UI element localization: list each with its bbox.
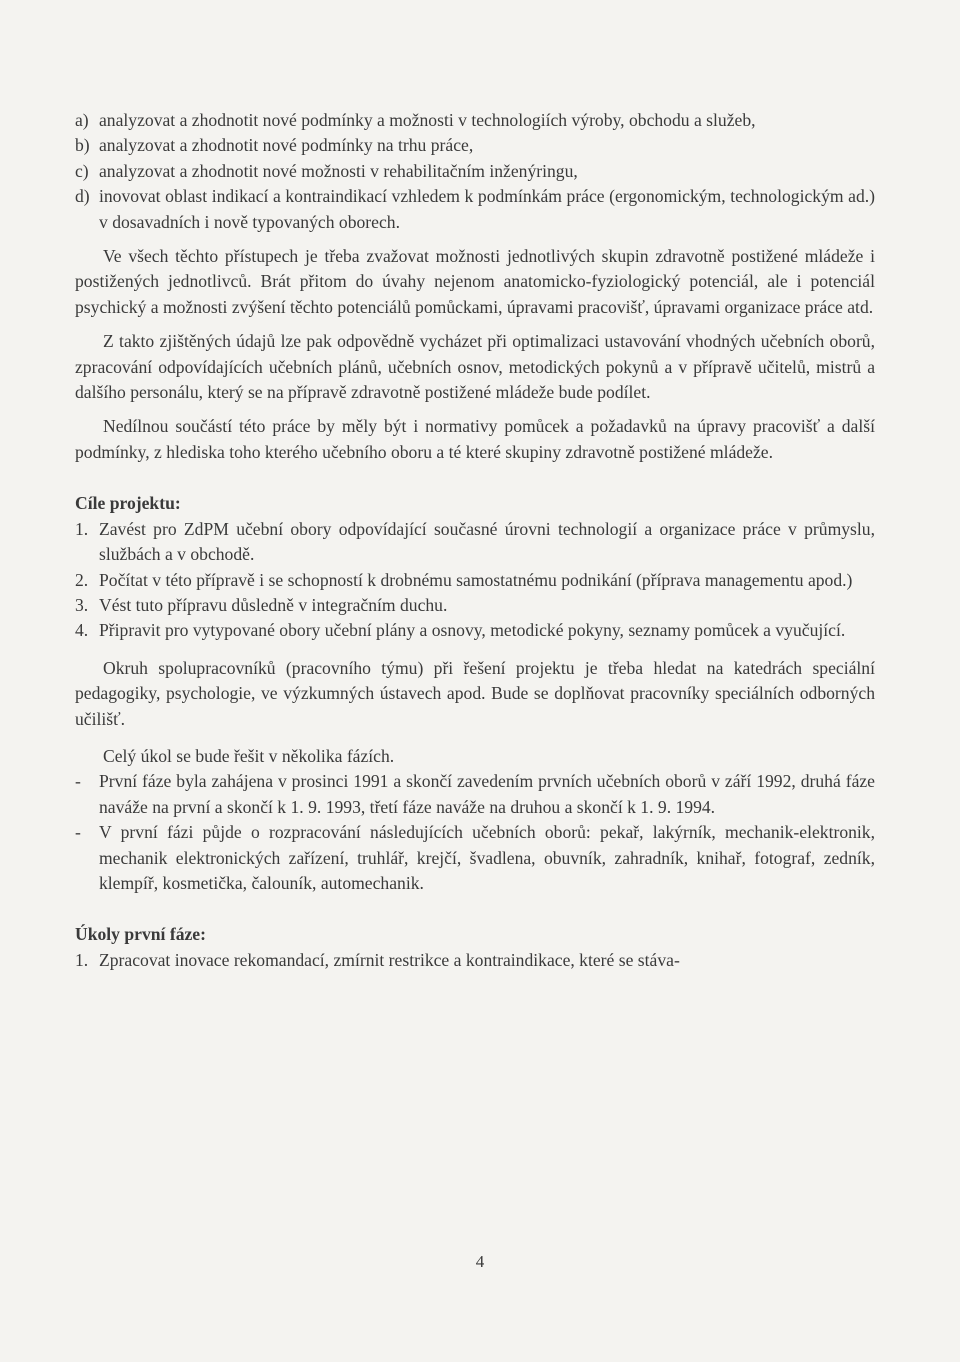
list-label: b) — [75, 135, 90, 156]
goals-list — [75, 517, 875, 644]
goals-heading: Cíle projektu: — [75, 493, 181, 514]
list-text: inovovat oblast indikací a kontraindikací vzhledem k podmínkám práce (ergonomickým, technologickým ad.) v dosavadních i nově typovaných oborech. — [99, 186, 875, 232]
list-text: V první fázi půjde o rozpracování následujících učebních oborů: pekař, lakýrník, mechanik-elektronik, mechanik elektronických zařízení, truhlář, krejčí, švadlena, obuvník, zahradník, knihař, fotograf, zedník, klempíř, kosmetička, čalouník, automechanik. — [99, 822, 875, 893]
list-item — [75, 769, 875, 820]
phases-list — [75, 769, 875, 896]
list-text: Zavést pro ZdPM učební obory odpovídající současné úrovni technologií a organizace práce v průmyslu, službách a v obchodě. — [99, 518, 875, 565]
list-item — [75, 108, 875, 133]
list-item — [75, 517, 875, 568]
list-text: Zpracovat inovace rekomandací, zmírnit restrikce a kontraindikace, které se stáva- — [99, 949, 680, 970]
page-number: 4 — [475, 1252, 485, 1271]
list-text: Vést tuto přípravu důsledně v integračním duchu. — [99, 594, 448, 615]
list-text: analyzovat a zhodnotit nové podmínky a možnosti v technologiích výroby, obchodu a služeb, — [99, 110, 756, 130]
list-item — [75, 159, 875, 184]
list-text: analyzovat a zhodnotit nové možnosti v rehabilitačním inženýringu, — [99, 160, 578, 181]
phases-intro: Celý úkol se bude řešit v několika fázích. — [103, 745, 395, 766]
list-ad — [75, 108, 875, 235]
list-number: 1. — [75, 518, 89, 539]
list-dash: - — [75, 771, 81, 792]
list-text: Počítat v této přípravě i se schopností k drobnému samostatnému podnikání (příprava managementu apod.) — [99, 569, 853, 590]
paragraph-normatives: Nedílnou součástí této práce by měly být i normativy pomůcek a požadavků na úpravy pracovišť a další podmínky, z hlediska toho kterého učebního oboru a té které skupiny zdravotně postižené mládeže. — [75, 416, 875, 462]
list-dash: - — [75, 822, 81, 843]
tasks-heading: Úkoly první fáze: — [75, 924, 206, 945]
list-label: d) — [75, 186, 90, 207]
list-item — [75, 618, 875, 643]
list-number: 1. — [75, 949, 89, 970]
list-item — [75, 820, 875, 896]
list-label: c) — [75, 160, 89, 181]
paragraph-approaches: Ve všech těchto přístupech je třeba zvažovat možnosti jednotlivých skupin zdravotně postižené mládeže i postižených jednotlivců. Brát přitom do úvahy nejenom anatomicko-fyziologický potenciál, ale i potenciál psychický a možnosti zvýšení těchto potenciálů pomůckami, úpravami pracovišť, úpravami organizace práce atd. — [75, 246, 875, 317]
list-number: 3. — [75, 594, 89, 615]
list-item — [75, 568, 875, 593]
list-text: analyzovat a zhodnotit nové podmínky na trhu práce, — [99, 135, 474, 156]
list-number: 4. — [75, 620, 89, 641]
list-text: První fáze byla zahájena v prosinci 1991 a skončí zavedením prvních učebních oborů v září 1992, druhá fáze naváže na první a skončí k 1. 9. 1993, třetí fáze naváže na druhou a skončí k 1. 9. 1994. — [99, 771, 875, 817]
paragraph-collaborators: Okruh spolupracovníků (pracovního týmu) při řešení projektu je třeba hledat na katedrách speciální pedagogiky, psychologie, ve výzkumných ústavech apod. Bude se doplňovat pracovníky speciálních odborných učilišť. — [75, 657, 875, 729]
paragraph-findings: Z takto zjištěných údajů lze pak odpovědně vycházet při optimalizaci ustavování vhodných učebních oborů, zpracování odpovídajících učebních plánů, učebních osnov, metodických pokynů a v přípravě učitelů, mistrů a dalšího personálu, který se na přípravě zdravotně postižené mládeže bude podílet. — [75, 331, 875, 403]
tasks-list — [75, 948, 875, 973]
list-text: Připravit pro vytypované obory učební plány a osnovy, metodické pokyny, seznamy pomůcek a vyučující. — [99, 620, 846, 641]
list-item — [75, 184, 875, 235]
list-item — [75, 948, 875, 973]
list-item — [75, 593, 875, 618]
list-number: 2. — [75, 569, 89, 590]
page-content — [75, 108, 875, 973]
list-item — [75, 133, 875, 158]
list-label: a) — [75, 110, 89, 130]
